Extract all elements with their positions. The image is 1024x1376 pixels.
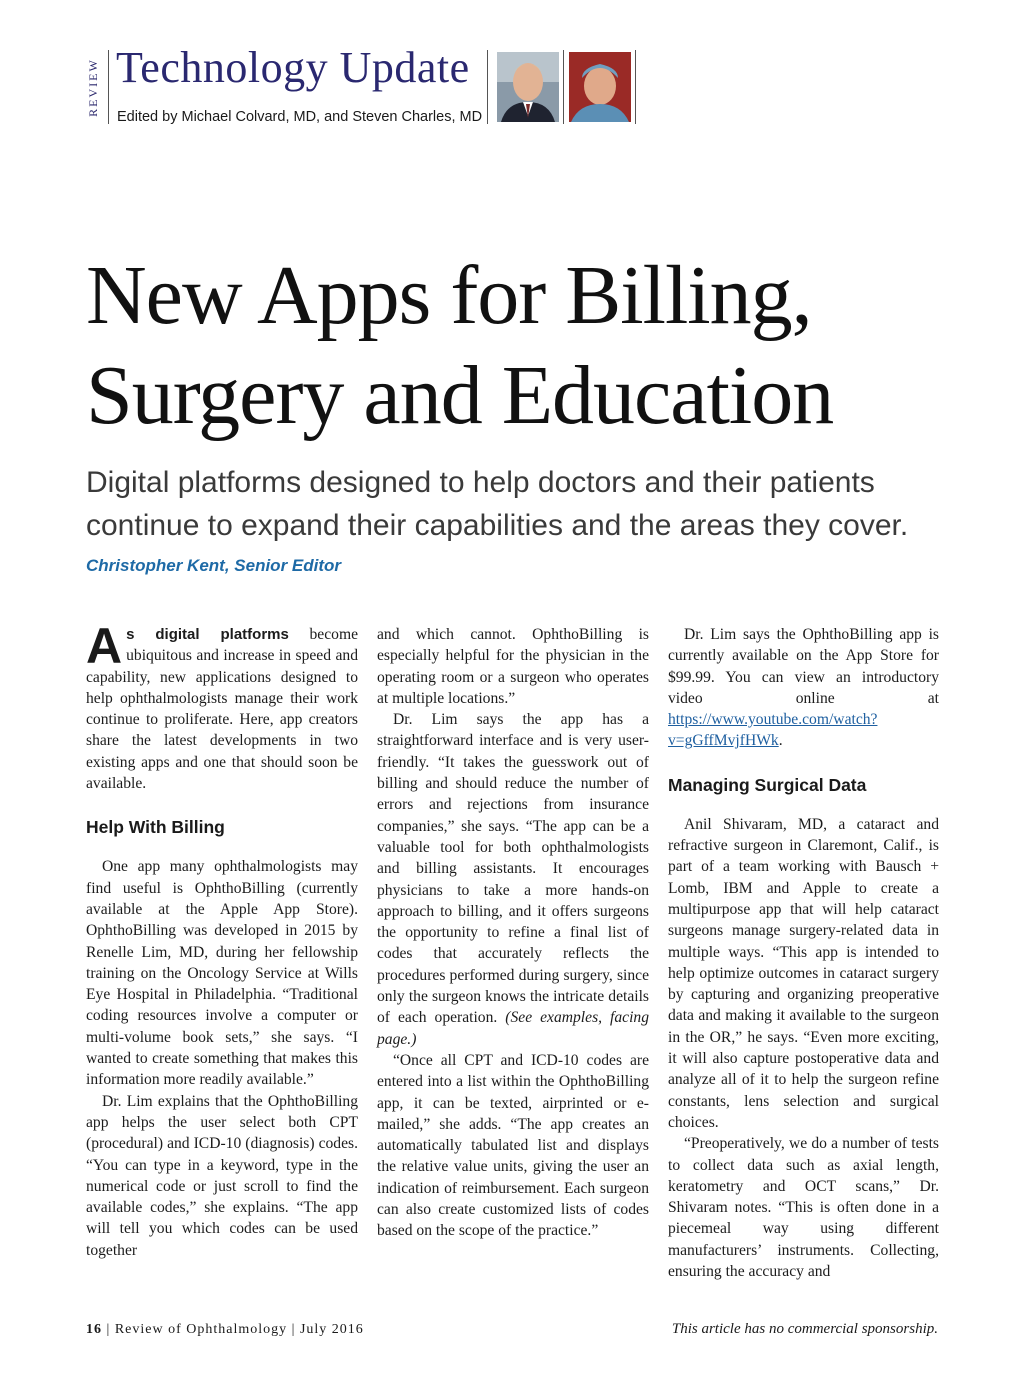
editor-photo-charles [569,52,631,122]
deck: Digital platforms designed to help doctors and their patients continue to expand their capabilities and the areas they cover. [86,466,909,542]
column-1 [86,618,358,1261]
lead-in: s digital platforms [126,626,289,643]
paragraph: “Preoperatively, we do a number of tests to collect data such as axial length, keratometry and OCT scans,” Dr. Shivaram notes. “This is often done in a piecemeal way using different manufacturers’ instruments. Collecting, ensuring the accuracy and [668,1135,939,1281]
paragraph: Dr. Lim says the app has a straightforward interface and is very user-friendly. “It takes the guesswork out of billing and should reduce the number of errors and rejections from insurance companies,” she says. “The app can be a valuable tool for both ophthalmologists and billing assistants. It encourages physicians to take a more hands-on approach to billing, and it offers surgeons the opportunity to refine a final list of codes that accurately reflects the procedures performed during surgery, since only the surgeon knows the intricate details of each operation. (See examples, facing page.) [377,711,649,1048]
paragraph: and which cannot. OphthoBilling is especially helpful for the physician in the operating room or a surgeon who operates at multiple locations.” [377,626,649,707]
editors-credit: Edited by Michael Colvard, MD, and Steven Charles, MD [117,109,483,125]
header-divider [635,50,636,124]
paragraph: One app many ophthalmologists may find useful is OphthoBilling (currently available at the Apple App Store). OphthoBilling was developed in 2015 by Renelle Lim, MD, during her fellowship training on the Oncology Service at Wills Eye Hospital in Philadelphia. “Traditional coding resources involve a computer or multi-volume book sets,” she says. “I wanted to create something that makes this information more readily available.” [86,858,358,1089]
page-number: 16 [86,1322,102,1337]
paragraph: Dr. Lim explains that the OphthoBilling app helps the user select both CPT (procedural) and ICD-10 (diagnosis) codes. “You can type in a keyword, type in the numerical code or just scroll to find the available codes,” she explains. “The app will tell you which codes can be used together [86,1092,358,1259]
intro-paragraph: As digital platforms become ubiquitous and increase in speed and capability, new applications designed to help ophthalmologists manage their work continue to proliferate. Here, app creators share the latest developments in two existing apps and one that should soon be available. [86,618,358,793]
column-2 [377,624,649,1242]
byline: Christopher Kent, Senior Editor [86,556,342,575]
issue-date: July 2016 [299,1322,364,1337]
headline: New Apps for Billing, Surgery and Education [86,249,834,442]
paragraph: Dr. Lim says the OphthoBilling app is currently available on the App Store for $99.99. You can view an introductory video online at https://www.youtube.com/watch?v=gGffMvjfHWk. [668,626,939,750]
column-3 [668,624,939,1282]
sponsorship-note: This article has no commercial sponsorship. [671,1321,938,1337]
folio: 16 | Review of Ophthalmology | July 2016 [86,1322,364,1337]
youtube-link[interactable]: https://www.youtube.com/watch?v=gGffMvjfHWk [668,711,878,750]
header-divider [108,50,109,124]
review-label: REVIEW [85,57,100,117]
editor-photo-colvard [497,52,559,122]
header-divider [563,50,564,124]
drop-cap: A [86,618,123,674]
publication-name: Review of Ophthalmology [114,1322,288,1337]
subheading-managing-surgical-data: Managing Surgical Data [668,774,867,795]
section-title: Technology Update [116,43,470,92]
subheading-help-with-billing: Help With Billing [86,817,225,838]
paragraph: Anil Shivaram, MD, a cataract and refractive surgeon in Claremont, Calif., is part of a team working with Bausch + Lomb, IBM and Apple to create a multipurpose app that will help cataract surgeons manage surgery-related data in multiple ways. “This app is intended to help optimize outcomes in cataract surgery by capturing and organizing preoperative data and making it available to the surgeon in the OR,” he says. “Even more exciting, it will also capture postoperative data and analyze all of it to help the surgeon refine constants, lens selection and surgical choices. [668,815,939,1131]
header-divider [487,50,488,124]
figure-reference: (See examples, facing page.) [377,1009,649,1048]
paragraph: “Once all CPT and ICD-10 codes are entered into a list within the OphthoBilling app, it can be texted, airprinted or e-mailed,” she adds. “The app creates an automatically tabulated list and displays the relative value units, giving the user an indication of reimbursement. Each surgeon can also create customized lists of codes based on the scope of the practice.” [377,1051,649,1240]
